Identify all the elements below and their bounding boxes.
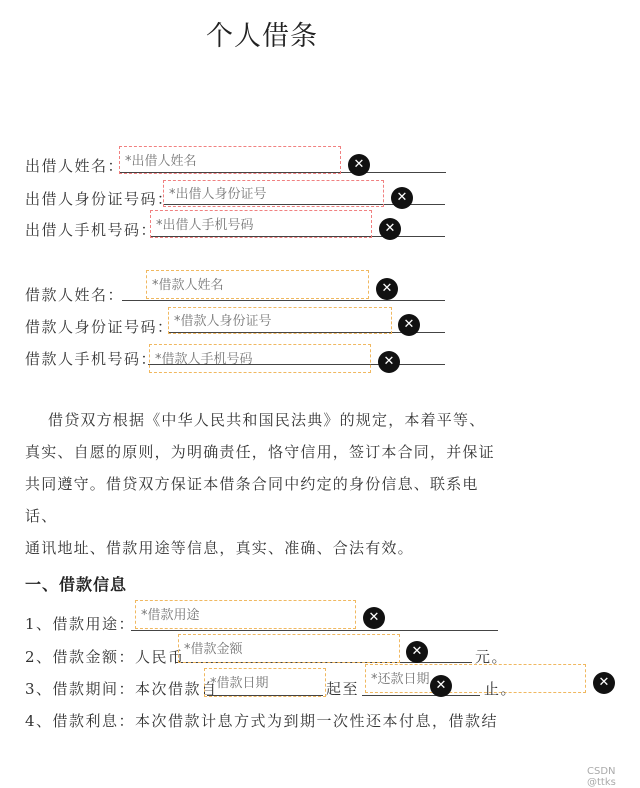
section-heading: 一、借款信息	[25, 575, 128, 594]
end-date-remove-icon[interactable]: ✕	[430, 675, 452, 697]
lender-id-remove-icon[interactable]: ✕	[391, 187, 413, 209]
borrower-id-field[interactable]	[168, 307, 392, 334]
page-title: 个人借条	[206, 21, 318, 52]
paragraph-line: 借贷双方根据《中华人民共和国民法典》的规定，本着平等、	[48, 411, 486, 429]
amount-suffix: 元。	[475, 648, 509, 666]
borrower-name-underline	[122, 300, 445, 301]
lender-name-remove-icon[interactable]: ✕	[348, 154, 370, 176]
purpose-remove-icon[interactable]: ✕	[363, 607, 385, 629]
start-date-remove-icon[interactable]: ✕	[593, 672, 615, 694]
end-date-field[interactable]	[365, 664, 586, 693]
period-middle-text: 起至	[326, 680, 360, 698]
lender-name-label: 出借人姓名：	[25, 157, 125, 175]
lender-name-field[interactable]	[119, 146, 341, 174]
lender-phone-remove-icon[interactable]: ✕	[379, 218, 401, 240]
lender-id-field[interactable]	[163, 180, 384, 207]
period-suffix: 止。	[484, 680, 518, 698]
interest-text: 4、借款利息：本次借款计息方式为到期一次性还本付息，借款结	[25, 712, 499, 730]
borrower-phone-field[interactable]	[149, 344, 371, 373]
start-date-field[interactable]	[204, 668, 326, 697]
borrower-id-label: 借款人身份证号码：	[25, 318, 174, 336]
borrower-id-remove-icon[interactable]: ✕	[398, 314, 420, 336]
paragraph-line: 共同遵守。借贷双方保证本借条合同中约定的身份信息、联系电话、	[25, 475, 479, 525]
lender-id-label: 出借人身份证号码：	[25, 190, 174, 208]
purpose-field[interactable]	[135, 600, 356, 629]
borrower-phone-remove-icon[interactable]: ✕	[378, 351, 400, 373]
borrower-name-label: 借款人姓名：	[25, 286, 125, 304]
amount-field[interactable]	[178, 634, 400, 663]
borrower-phone-label: 借款人手机号码：	[25, 350, 158, 368]
amount-remove-icon[interactable]: ✕	[406, 641, 428, 663]
lender-phone-field[interactable]	[150, 210, 372, 238]
purpose-label: 1、借款用途：	[25, 615, 136, 633]
borrower-name-remove-icon[interactable]: ✕	[376, 278, 398, 300]
paragraph-line: 真实、自愿的原则，为明确责任，恪守信用，签订本合同，并保证	[25, 443, 495, 461]
borrower-name-field[interactable]	[146, 270, 369, 299]
watermark: CSDN @ttks	[587, 766, 616, 788]
period-label: 3、借款期间：本次借款自	[25, 680, 218, 698]
lender-phone-label: 出借人手机号码：	[25, 221, 158, 239]
agreement-paragraph	[25, 404, 505, 564]
purpose-underline	[131, 630, 498, 631]
amount-label: 2、借款金额：人民币	[25, 648, 185, 666]
end-date-underline	[362, 695, 480, 696]
paragraph-line: 通讯地址、借款用途等信息，真实、准确、合法有效。	[25, 539, 414, 557]
